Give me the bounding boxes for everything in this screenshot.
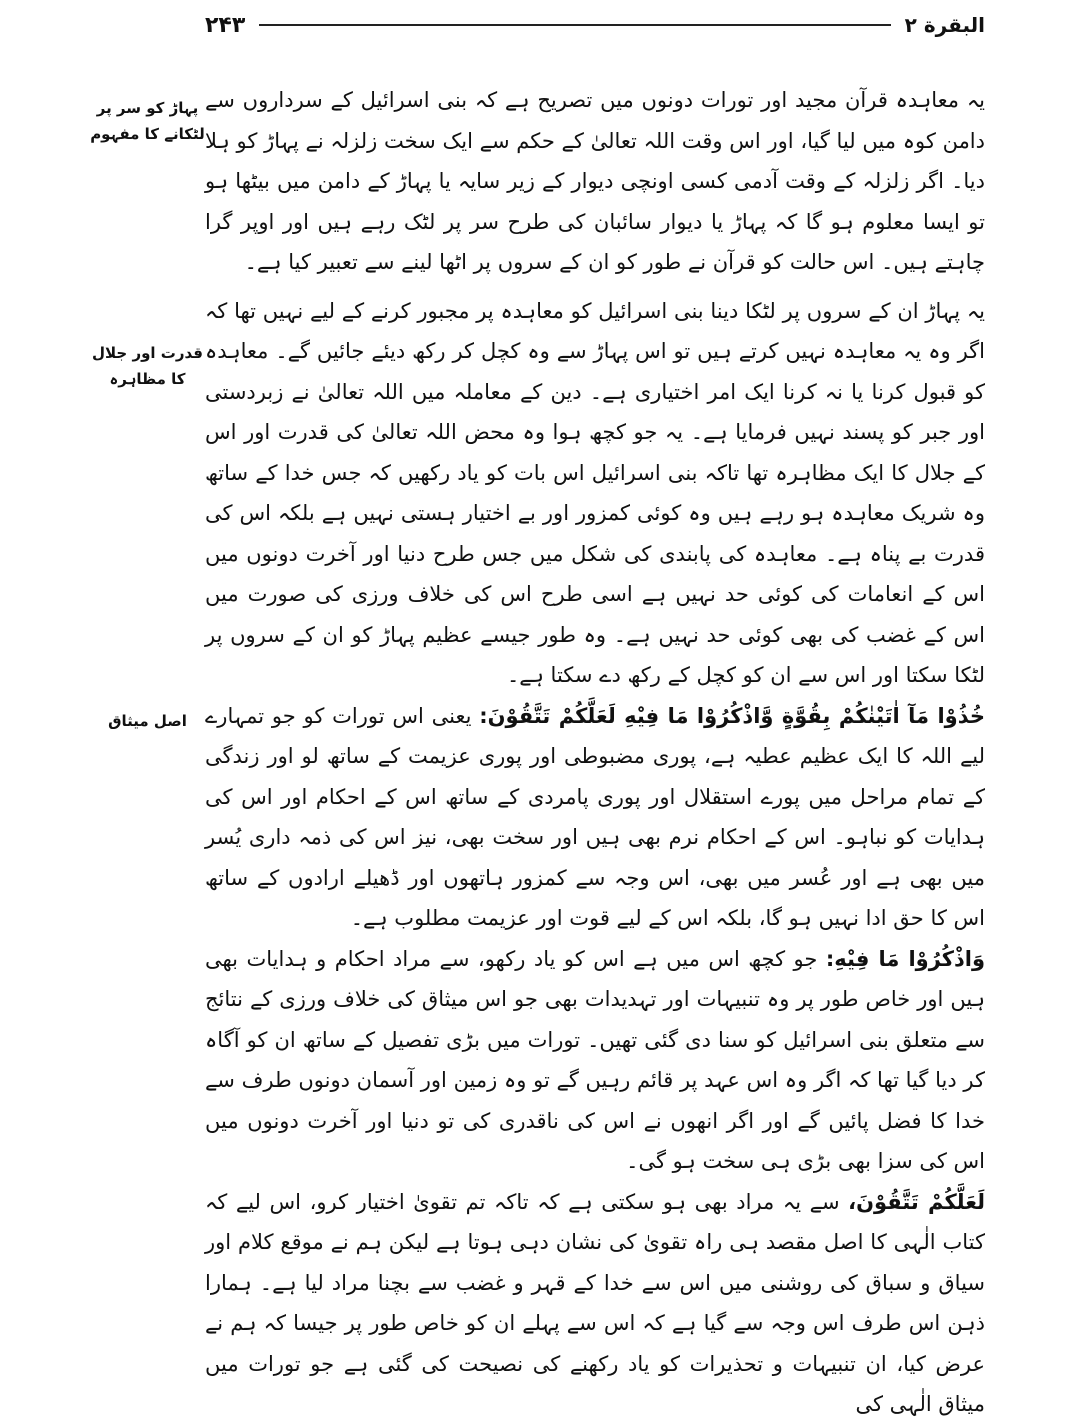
page-header xyxy=(205,10,985,40)
verse-commentary: سے یہ مراد بھی ہو سکتی ہے کہ تاکہ تم تقویٰ اختیار کرو، اس لیے کہ کتاب الٰہی کا اصل مقصد ہی راہ تقویٰ کی نشان دہی ہوتا ہے لیکن ہم نے موقع کلام اور سیاق و سباق کی روشنی میں اس سے خدا کے قہر و غضب سے بچنا مراد لیا ہے۔ ہمارا ذہن اس طرف اس وجہ سے گیا ہے کہ اس سے پہلے ان کو خاص طور پر جیسا کہ ہم نے عرض کیا، ان تنبیہات و تحذیرات کو یاد رکھنے کی نصیحت کی گئی ہے جو تورات میں میثاق الٰہی کی xyxy=(205,1189,985,1416)
margin-note-mountain: پہاڑ کو سر پر لٹکانے کا مفہوم xyxy=(90,99,205,143)
verse-paragraph-3 xyxy=(205,1182,985,1425)
verse-paragraph-2 xyxy=(205,939,985,1182)
surah-title: البقرة ۲ xyxy=(904,13,985,37)
verse-commentary: یعنی اس تورات کو جو تمہارے لیے اللہ کا ایک عظیم عطیہ ہے، پوری مضبوطی اور پوری عزیمت کے ساتھ لو اور زندگی کے تمام مراحل میں پورے استقلال اور پوری پامردی کے ساتھ اس کے احکام اور اس کی ہدایات کو نباہو۔ اس کے احکام نرم بھی ہیں اور سخت بھی، نیز اس کی ذمہ داری یُسر میں بھی ہے اور عُسر میں بھی، اس وجہ سے کمزور ہاتھوں اور ڈھیلے ارادوں کے ساتھ اس کا حق ادا نہیں ہو گا، بلکہ اس کے لیے قوت اور عزیمت مطلوب ہے۔ xyxy=(205,703,985,930)
margin-note-covenant: اصل میثاق xyxy=(108,712,187,730)
paragraph-gap xyxy=(205,283,985,291)
commentary-body xyxy=(205,80,985,1425)
verse-commentary: جو کچھ اس میں ہے اس کو یاد رکھو، سے مراد احکام و ہدایات بھی ہیں اور خاص طور پر وہ تنبیہات اور تہدیدات بھی جو اس میثاق کی خلاف ورزی کے نتائج سے متعلق بنی اسرائیل کو سنا دی گئی تھیں۔ تورات میں بڑی تفصیل کے ساتھ ان کو آگاہ کر دیا گیا تھا کہ اگر وہ اس عہد پر قائم رہیں گے تو وہ زمین اور آسمان دونوں طرف سے خدا کا فضل پائیں گے اور اگر انھوں نے اس کی ناقدری کی تو دنیا اور آخرت دونوں میں اس کی سزا بھی بڑی ہی سخت ہو گی۔ xyxy=(205,946,985,1173)
verse-quote: خُذُوْا مَآ اٰتَيْنٰكُمْ بِقُوَّةٍ وَّاذْكُرُوْا مَا فِيْهِ لَعَلَّكُمْ تَتَّقُوْنَ: xyxy=(479,703,985,728)
verse-quote: لَعَلَّكُمْ تَتَّقُوْنَ، xyxy=(848,1189,985,1214)
paragraph-mountain: یہ معاہدہ قرآن مجید اور تورات دونوں میں تصریح ہے کہ بنی اسرائیل کے سرداروں سے دامن کوہ میں لیا گیا، اور اس وقت اللہ تعالیٰ کے حکم سے ایک سخت زلزلہ نے پہاڑ کو ہلا دیا۔ اگر زلزلہ کے وقت آدمی کسی اونچی دیوار کے زیر سایہ یا پہاڑ کے دامن میں بیٹھا ہو تو ایسا معلوم ہو گا کہ پہاڑ یا دیوار سائبان کی طرح سر پر لٹک رہے ہیں اور اوپر گرا چاہتے ہیں۔ اس حالت کو قرآن نے طور کو ان کے سروں پر اٹھا لینے سے تعبیر کیا ہے۔ xyxy=(205,88,985,274)
paragraph-power: یہ پہاڑ ان کے سروں پر لٹکا دینا بنی اسرائیل کو معاہدہ پر مجبور کرنے کے لیے نہیں تھا کہ اگر وہ یہ معاہدہ نہیں کرتے ہیں تو اس پہاڑ سے وہ کچل کر رکھ دیئے جائیں گے۔ معاہدہ کو قبول کرنا یا نہ کرنا ایک امر اختیاری ہے۔ دین کے معاملہ میں اللہ تعالیٰ نے زبردستی اور جبر کو پسند نہیں فرمایا ہے۔ یہ جو کچھ ہوا وہ محض اللہ تعالیٰ کی قدرت اور اس کے جلال کا ایک مظاہرہ تھا تاکہ بنی اسرائیل اس بات کو یاد رکھیں کہ جس خدا کے ساتھ وہ شریک معاہدہ ہو رہے ہیں وہ کوئی کمزور اور بے اختیار ہستی نہیں ہے بلکہ اس کی قدرت بے پناہ ہے۔ معاہدہ کی پابندی کی شکل میں جس طرح دنیا اور آخرت دونوں میں اس کے انعامات کی کوئی حد نہیں ہے اسی طرح اس کی خلاف ورزی کی صورت میں اس کے غضب کی بھی کوئی حد نہیں ہے۔ وہ طور جیسے عظیم پہاڑ کو ان کے سروں پر لٹکا سکتا اور اس سے ان کو کچل کے رکھ دے سکتا ہے۔ xyxy=(205,298,985,687)
page-number: ۲۴۳ xyxy=(205,12,246,38)
margin-note-power: قدرت اور جلال کا مظاہرہ xyxy=(92,344,203,388)
verse-paragraph-1 xyxy=(205,696,985,939)
header-rule xyxy=(259,24,890,26)
verse-quote: وَاذْكُرُوْا مَا فِيْهِ: xyxy=(825,946,985,971)
